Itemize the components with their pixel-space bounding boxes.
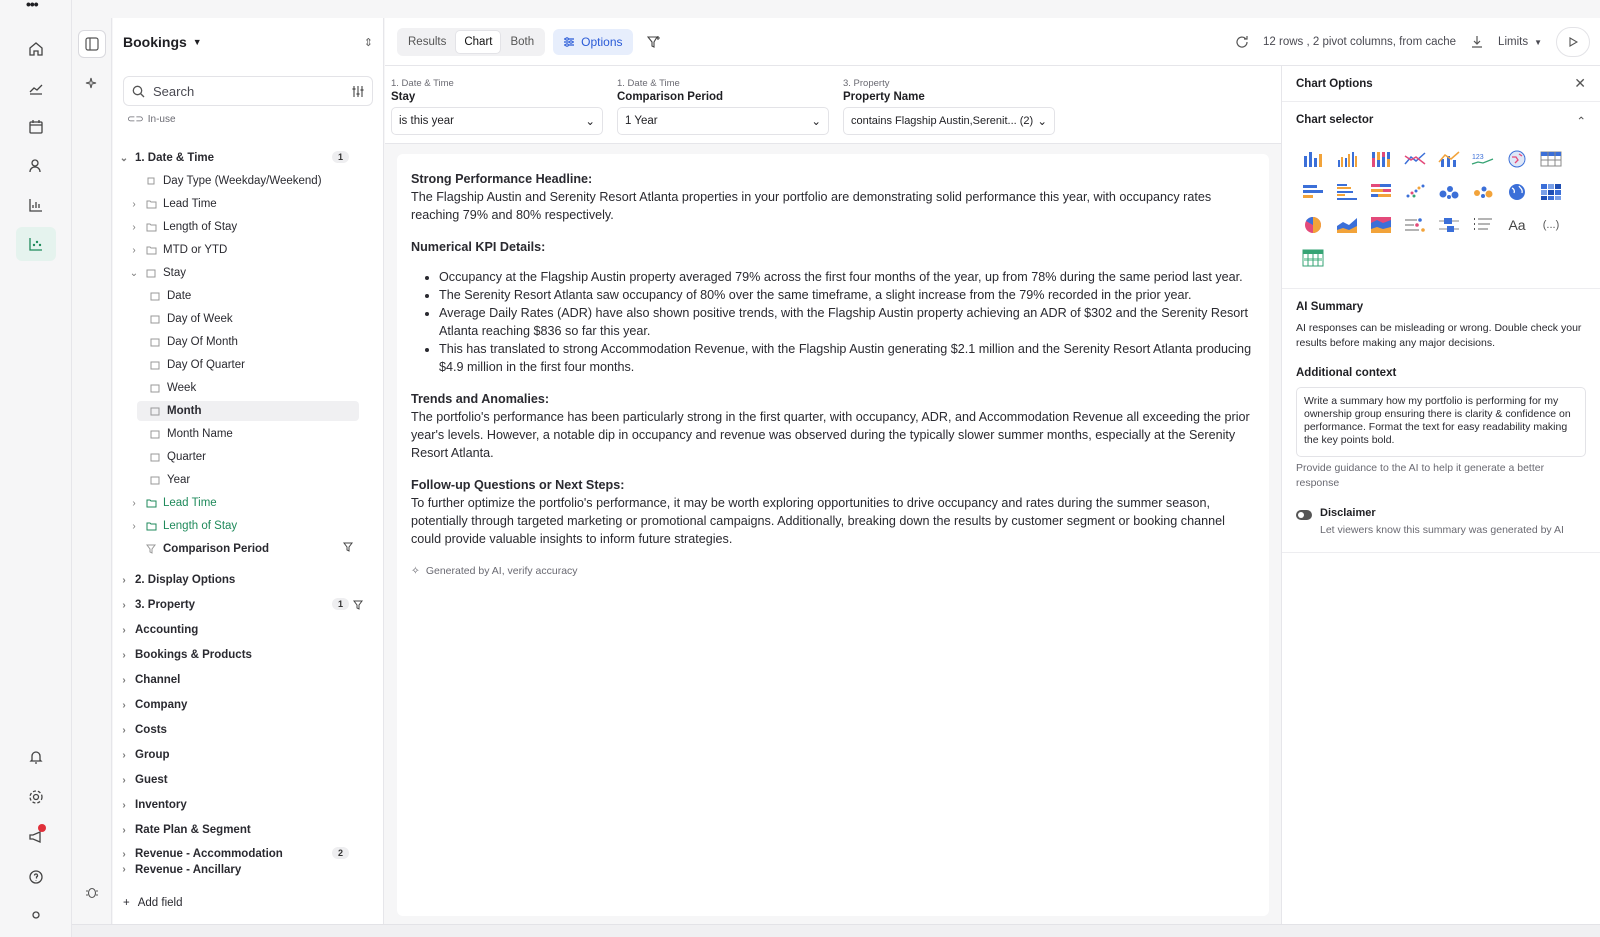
calendar-field-icon [149, 475, 161, 485]
table-icon[interactable] [1534, 142, 1568, 175]
group-label: Guest [135, 774, 168, 786]
field-label: Year [167, 474, 191, 486]
scatter-icon[interactable] [16, 227, 56, 261]
calendar-field-icon [149, 291, 161, 301]
pivot-grid-icon[interactable] [1296, 241, 1330, 274]
options-label: Options [581, 34, 623, 49]
calendar-field-icon [149, 406, 161, 416]
bubble-chart-icon[interactable] [1432, 175, 1466, 208]
chevron-up-icon[interactable]: ⌃ [1576, 116, 1586, 128]
chevron-down-icon: ⌄ [585, 116, 595, 128]
pie-chart-icon[interactable] [1296, 208, 1330, 241]
field-day-of-quarter[interactable] [149, 355, 359, 375]
field-day-of-month[interactable] [149, 332, 359, 352]
field-label: Day Type (Weekday/Weekend) [163, 175, 322, 187]
context-hint: Provide guidance to the AI to help it generate a better response [1296, 462, 1545, 489]
chevron-down-icon: ⌄ [1037, 116, 1047, 128]
bell-icon[interactable] [16, 740, 56, 774]
folder-label: Length of Stay [163, 221, 238, 233]
filter-add-icon[interactable] [647, 35, 661, 49]
field-week[interactable] [149, 378, 359, 398]
link-icon: ⊂⊃ [127, 114, 144, 125]
number-chip-label: 123 [1472, 153, 1484, 161]
disclaimer-label: Disclaimer [1320, 507, 1376, 519]
ai-summary-description: AI responses can be misleading or wrong. Double check your results before making any major decisions. [1296, 322, 1582, 349]
list-item: • This has translated to strong Accommodation Revenue, with the Flagship Austin generating $2.1 million and the Serenity Resort Atlanta producing $4.9 million in the first four months. [439, 340, 1255, 376]
chevron-right-icon: › [122, 724, 126, 736]
folder-mtd-ytd[interactable] [129, 240, 359, 260]
result-status: 12 rows , 2 pivot columns, from cache [1263, 36, 1457, 48]
group-label: Company [135, 699, 188, 711]
view-switcher [397, 28, 545, 56]
filter-name: Comparison Period [617, 91, 724, 103]
folder-label: Lead Time [163, 198, 217, 210]
settings-icon[interactable] [16, 780, 56, 814]
group-label: Accounting [135, 624, 199, 636]
group-label: Costs [135, 724, 167, 736]
caret-down-icon: ▼ [1534, 37, 1542, 47]
filter-comparison [617, 78, 829, 135]
filter-name: Stay [391, 91, 416, 103]
group-label: Channel [135, 674, 181, 686]
in-use-label: In-use [147, 114, 176, 125]
folder-icon [145, 245, 157, 255]
filter-group: 3. Property [843, 78, 890, 89]
field-year[interactable] [149, 470, 359, 490]
field-label: Month Name [167, 428, 233, 440]
group-rate-plan[interactable] [119, 820, 349, 840]
filter-name: Property Name [843, 91, 925, 103]
chevron-right-icon: › [132, 520, 136, 532]
column-chart-icon[interactable] [1296, 142, 1330, 175]
chart-type-grid [1296, 142, 1586, 274]
text-chip-label: Aa [1508, 216, 1526, 233]
single-value-icon[interactable] [1466, 142, 1500, 175]
summary-paragraph: The portfolio's performance has been particularly strong in the first quarter, with occupancy, ADR, and Accommodation Revenue all exceeding the prior year's levels. However, a notable dip in occupancy and revenue was observed during the typically slower summer months, especially at the Serenity Resort Atlanta. [411, 410, 1250, 460]
chevron-down-icon: ⌄ [129, 267, 139, 279]
field-date[interactable] [149, 286, 359, 306]
disclaimer-toggle-row [1296, 507, 1586, 538]
help-icon[interactable] [16, 860, 56, 894]
query-toolbar [385, 18, 1600, 66]
scatter-chart-icon[interactable] [1398, 175, 1432, 208]
chevron-right-icon: › [132, 497, 136, 509]
calendar-field-icon [149, 337, 161, 347]
filter-stay [391, 78, 603, 135]
calendar-field-icon [149, 314, 161, 324]
sliders-icon [563, 36, 575, 48]
calendar-field-icon [149, 383, 161, 393]
field-icon [145, 176, 157, 186]
folder-length-of-stay[interactable] [129, 217, 359, 237]
chevron-down-icon: ⌄ [119, 152, 129, 164]
bug-icon[interactable] [78, 878, 106, 906]
field-day-of-week[interactable] [149, 309, 359, 329]
chevron-right-icon: › [122, 799, 126, 811]
generated-label: Generated by AI, verify accuracy [425, 565, 578, 577]
search-icon [132, 85, 145, 98]
folder-length-of-stay-2[interactable] [129, 516, 359, 536]
folder-lead-time-2[interactable] [129, 493, 359, 513]
caret-down-icon: ▼ [192, 37, 202, 47]
summary-heading: Numerical KPI Details: [411, 240, 546, 254]
filter-group: 1. Date & Time [391, 78, 454, 89]
field-comparison-period[interactable] [129, 539, 369, 559]
field-label: Week [167, 382, 197, 394]
chart-options-panel [1281, 66, 1600, 937]
chevron-right-icon: › [122, 774, 126, 786]
dot-plot-icon[interactable] [1398, 208, 1432, 241]
group-bookings-products[interactable] [119, 645, 349, 665]
explore-title: Bookings [123, 34, 187, 50]
field-month[interactable] [137, 401, 359, 421]
calendar-field-icon [149, 429, 161, 439]
group-label: 1. Date & Time [135, 152, 215, 164]
additional-context-textarea[interactable]: Write a summary how my portfolio is performing for my ownership group ensuring there is clarity & confidence on performance. Format the text for easy readability making the key points bold. [1296, 387, 1586, 457]
collapse-panel-icon[interactable] [78, 30, 106, 58]
tab-both[interactable]: Both [510, 35, 535, 48]
explore-selector[interactable] [123, 34, 202, 50]
field-label: Day Of Quarter [167, 359, 245, 371]
folder-icon [145, 222, 157, 232]
folder-icon [145, 521, 157, 531]
notification-dot [38, 824, 46, 832]
combo-chart-icon[interactable] [1432, 142, 1466, 175]
field-panel [113, 18, 384, 937]
summary-heading: Strong Performance Headline: [411, 172, 593, 186]
close-icon[interactable]: ✕ [1574, 75, 1586, 91]
folder-icon [145, 199, 157, 209]
field-quarter[interactable] [149, 447, 359, 467]
area-chart-icon[interactable] [1330, 208, 1364, 241]
tab-chart[interactable]: Chart [456, 31, 500, 53]
limits-dropdown[interactable] [1498, 36, 1542, 48]
section-title: AI Summary [1296, 301, 1364, 313]
chevron-right-icon: › [132, 244, 136, 256]
filter-active-icon[interactable] [343, 542, 353, 552]
field-month-name[interactable] [149, 424, 359, 444]
folder-icon [145, 498, 157, 508]
group-guest[interactable] [119, 770, 349, 790]
bar-chart-icon[interactable] [16, 188, 56, 222]
field-day-type[interactable] [129, 171, 359, 191]
count-badge: 2 [332, 847, 349, 859]
chevron-right-icon: › [132, 221, 136, 233]
stacked-bar-icon[interactable] [1364, 175, 1398, 208]
stacked-area-icon[interactable] [1364, 208, 1398, 241]
list-item: • Average Daily Rates (ADR) have also shown positive trends, with the Flagship Austin property achieving an ADR of $302 and the Serenity Resort Atlanta reaching $836 so far this year. [439, 304, 1255, 340]
custom-code-icon[interactable] [1534, 208, 1568, 241]
calendar-field-icon [149, 452, 161, 462]
field-label: Month [167, 405, 202, 417]
folder-label: Length of Stay [163, 520, 238, 532]
app-logo[interactable]: ••• [26, 0, 38, 12]
filter-sliders-icon[interactable] [351, 85, 364, 98]
bottom-status-bar [72, 924, 1600, 937]
users-icon[interactable] [16, 149, 56, 183]
ai-summary-card [397, 154, 1269, 916]
filter-property [843, 78, 1055, 135]
multi-bubble-icon[interactable] [1466, 175, 1500, 208]
trend-icon[interactable] [16, 71, 56, 105]
list-item: • Occupancy at the Flagship Austin property averaged 79% across the first four months of the year, up from 78% during the same period last year. [439, 268, 1255, 286]
play-icon [1568, 37, 1578, 47]
calendar-field-icon [149, 360, 161, 370]
section-title: Additional context [1296, 367, 1397, 379]
field-label: Day Of Month [167, 336, 238, 348]
ai-disclaimer-note [411, 562, 1255, 580]
folder-stay[interactable] [129, 263, 359, 283]
filter-comparison-select[interactable] [617, 107, 829, 135]
filter-icon [145, 544, 157, 554]
chevron-right-icon: › [122, 824, 126, 836]
field-label: Day of Week [167, 313, 233, 325]
home-icon[interactable] [16, 32, 56, 66]
filter-value: is this year [399, 115, 454, 127]
content-area [385, 144, 1281, 924]
plus-icon: + [123, 897, 130, 909]
tab-results[interactable]: Results [408, 35, 447, 48]
folder-label: Stay [163, 267, 187, 279]
group-costs[interactable] [119, 720, 349, 740]
field-label: Comparison Period [163, 543, 270, 555]
boxplot-icon[interactable] [1432, 208, 1466, 241]
stacked-column-icon[interactable] [1364, 142, 1398, 175]
list-icon[interactable] [1466, 208, 1500, 241]
chevron-right-icon: › [122, 699, 126, 711]
folder-label: MTD or YTD [163, 244, 228, 256]
summary-heading: Trends and Anomalies: [411, 392, 550, 406]
group-revenue-ancillary[interactable] [119, 864, 349, 878]
more-chip-label: (...) [1542, 218, 1560, 231]
field-label: Date [167, 290, 192, 302]
filter-value: contains Flagship Austin,Serenit... (2) [851, 115, 1034, 127]
disclaimer-description: Let viewers know this summary was generated by AI [1320, 524, 1564, 536]
add-field-button[interactable] [123, 897, 182, 909]
chevron-right-icon: › [122, 864, 126, 875]
megaphone-icon[interactable] [16, 820, 56, 854]
chevron-right-icon: › [122, 749, 126, 761]
calendar-field-icon [145, 268, 157, 278]
options-button[interactable] [553, 29, 632, 55]
limits-label: Limits [1498, 36, 1529, 48]
folder-lead-time[interactable] [129, 194, 359, 214]
grouped-column-icon[interactable] [1330, 142, 1364, 175]
in-use-toggle[interactable] [127, 114, 383, 125]
run-button[interactable] [1556, 27, 1590, 57]
expand-collapse-icon[interactable]: ⇕ [363, 36, 373, 49]
app-rail [0, 0, 72, 937]
user-icon[interactable] [16, 900, 56, 934]
add-field-label: Add field [137, 897, 183, 909]
globe-map-icon[interactable] [1500, 142, 1534, 175]
calendar-icon[interactable] [16, 110, 56, 144]
summary-heading: Follow-up Questions or Next Steps: [411, 478, 625, 492]
filter-stay-select[interactable] [391, 107, 603, 135]
download-icon[interactable] [1470, 35, 1484, 49]
filter-bar [385, 66, 1281, 144]
kpi-list [439, 268, 1255, 376]
search-placeholder: Search [153, 83, 195, 99]
region-map-icon[interactable] [1500, 175, 1534, 208]
field-search[interactable] [123, 76, 373, 106]
field-label: Quarter [167, 451, 206, 463]
chevron-right-icon: › [122, 649, 126, 661]
group-label: Group [135, 749, 170, 761]
filter-active-icon[interactable] [353, 600, 363, 610]
chevron-right-icon: › [132, 198, 136, 210]
section-title: Chart selector [1296, 114, 1374, 126]
group-label: Inventory [135, 799, 187, 811]
group-label: Bookings & Products [135, 649, 252, 661]
group-label: 2. Display Options [135, 574, 236, 586]
chevron-right-icon: › [122, 574, 126, 586]
group-label: Rate Plan & Segment [135, 824, 251, 836]
folder-label: Lead Time [163, 497, 217, 509]
grouped-bar-icon[interactable] [1330, 175, 1364, 208]
heatmap-icon[interactable] [1534, 175, 1568, 208]
chevron-right-icon: › [122, 599, 126, 611]
group-label: 3. Property [135, 599, 196, 611]
group-display-options[interactable] [119, 570, 349, 590]
text-icon[interactable] [1500, 208, 1534, 241]
ai-sparkle-icon[interactable] [78, 70, 106, 98]
group-group[interactable] [119, 745, 349, 765]
chevron-right-icon: › [122, 848, 126, 860]
filter-property-select[interactable] [843, 107, 1055, 135]
summary-paragraph: The Flagship Austin and Serenity Resort Atlanta properties in your portfolio are demonstrating solid performance this year, with occupancy rates reaching 79% and 80% respectively. [411, 190, 1212, 222]
chevron-right-icon: › [122, 674, 126, 686]
group-revenue-accommodation[interactable] [119, 844, 349, 864]
disclaimer-toggle[interactable] [1296, 510, 1312, 520]
group-property[interactable] [119, 595, 369, 615]
bar-chart-icon[interactable] [1296, 175, 1330, 208]
summary-paragraph: To further optimize the portfolio's performance, it may be worth exploring opportunities to drive occupancy and rates during the summer season, potentially through targeted marketing or promotional campaigns. Additionally, breaking down the results by customer segment or booking channel could provide valuable insights to inform future strategies. [411, 496, 1225, 546]
refresh-icon[interactable] [1235, 35, 1249, 49]
panel-title: Chart Options [1296, 77, 1373, 90]
group-label: Revenue - Accommodation [135, 848, 283, 860]
sparkle-icon: ✧ [411, 565, 420, 577]
count-badge: 1 [332, 151, 349, 163]
panel-rail [72, 18, 112, 937]
list-item: • The Serenity Resort Atlanta saw occupancy of 80% over the same timeframe, a slight increase from the 79% recorded in the prior year. [439, 286, 1255, 304]
count-badge: 1 [332, 598, 349, 610]
chevron-down-icon: ⌄ [811, 116, 821, 128]
chevron-right-icon: › [122, 624, 126, 636]
group-inventory[interactable] [119, 795, 349, 815]
filter-value: 1 Year [625, 115, 658, 127]
group-label: Revenue - Ancillary [135, 864, 242, 876]
group-accounting[interactable] [119, 620, 349, 640]
group-company[interactable] [119, 695, 349, 715]
line-chart-icon[interactable] [1398, 142, 1432, 175]
filter-group: 1. Date & Time [617, 78, 680, 89]
group-date-time[interactable] [119, 148, 349, 168]
group-channel[interactable] [119, 670, 349, 690]
